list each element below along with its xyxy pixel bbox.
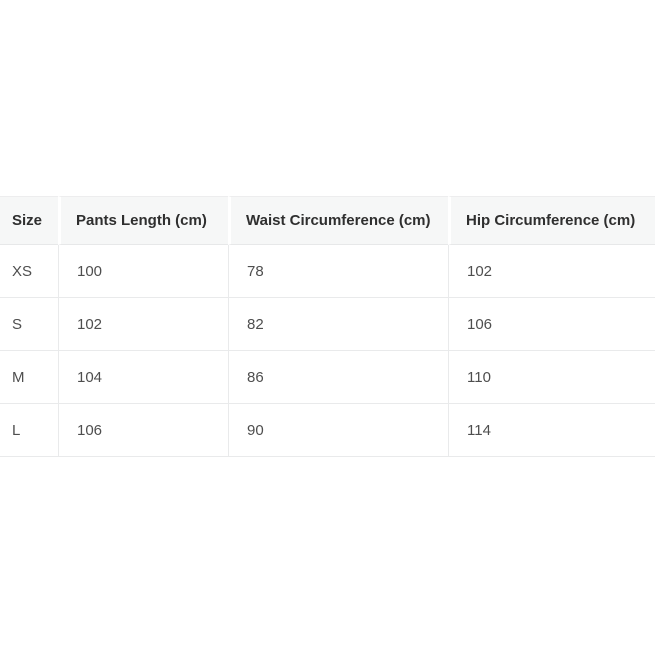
value-cell: 102 [58, 298, 228, 351]
column-header: Waist Circumference (cm) [228, 196, 448, 245]
column-header: Pants Length (cm) [58, 196, 228, 245]
value-cell: 102 [448, 245, 655, 298]
value-cell: 100 [58, 245, 228, 298]
value-cell: 110 [448, 351, 655, 404]
table-row [0, 351, 655, 404]
value-cell: 104 [58, 351, 228, 404]
size-cell: L [0, 404, 58, 457]
value-cell: 114 [448, 404, 655, 457]
value-cell: 78 [228, 245, 448, 298]
table-row [0, 245, 655, 298]
size-cell: XS [0, 245, 58, 298]
table-row [0, 298, 655, 351]
table-header [0, 196, 655, 245]
table-body [0, 245, 655, 457]
size-cell: M [0, 351, 58, 404]
column-header: Size [0, 196, 58, 245]
size-chart-table [0, 196, 655, 457]
value-cell: 106 [58, 404, 228, 457]
table-row [0, 404, 655, 457]
value-cell: 90 [228, 404, 448, 457]
header-row [0, 196, 655, 245]
value-cell: 82 [228, 298, 448, 351]
size-cell: S [0, 298, 58, 351]
value-cell: 86 [228, 351, 448, 404]
value-cell: 106 [448, 298, 655, 351]
column-header: Hip Circumference (cm) [448, 196, 655, 245]
